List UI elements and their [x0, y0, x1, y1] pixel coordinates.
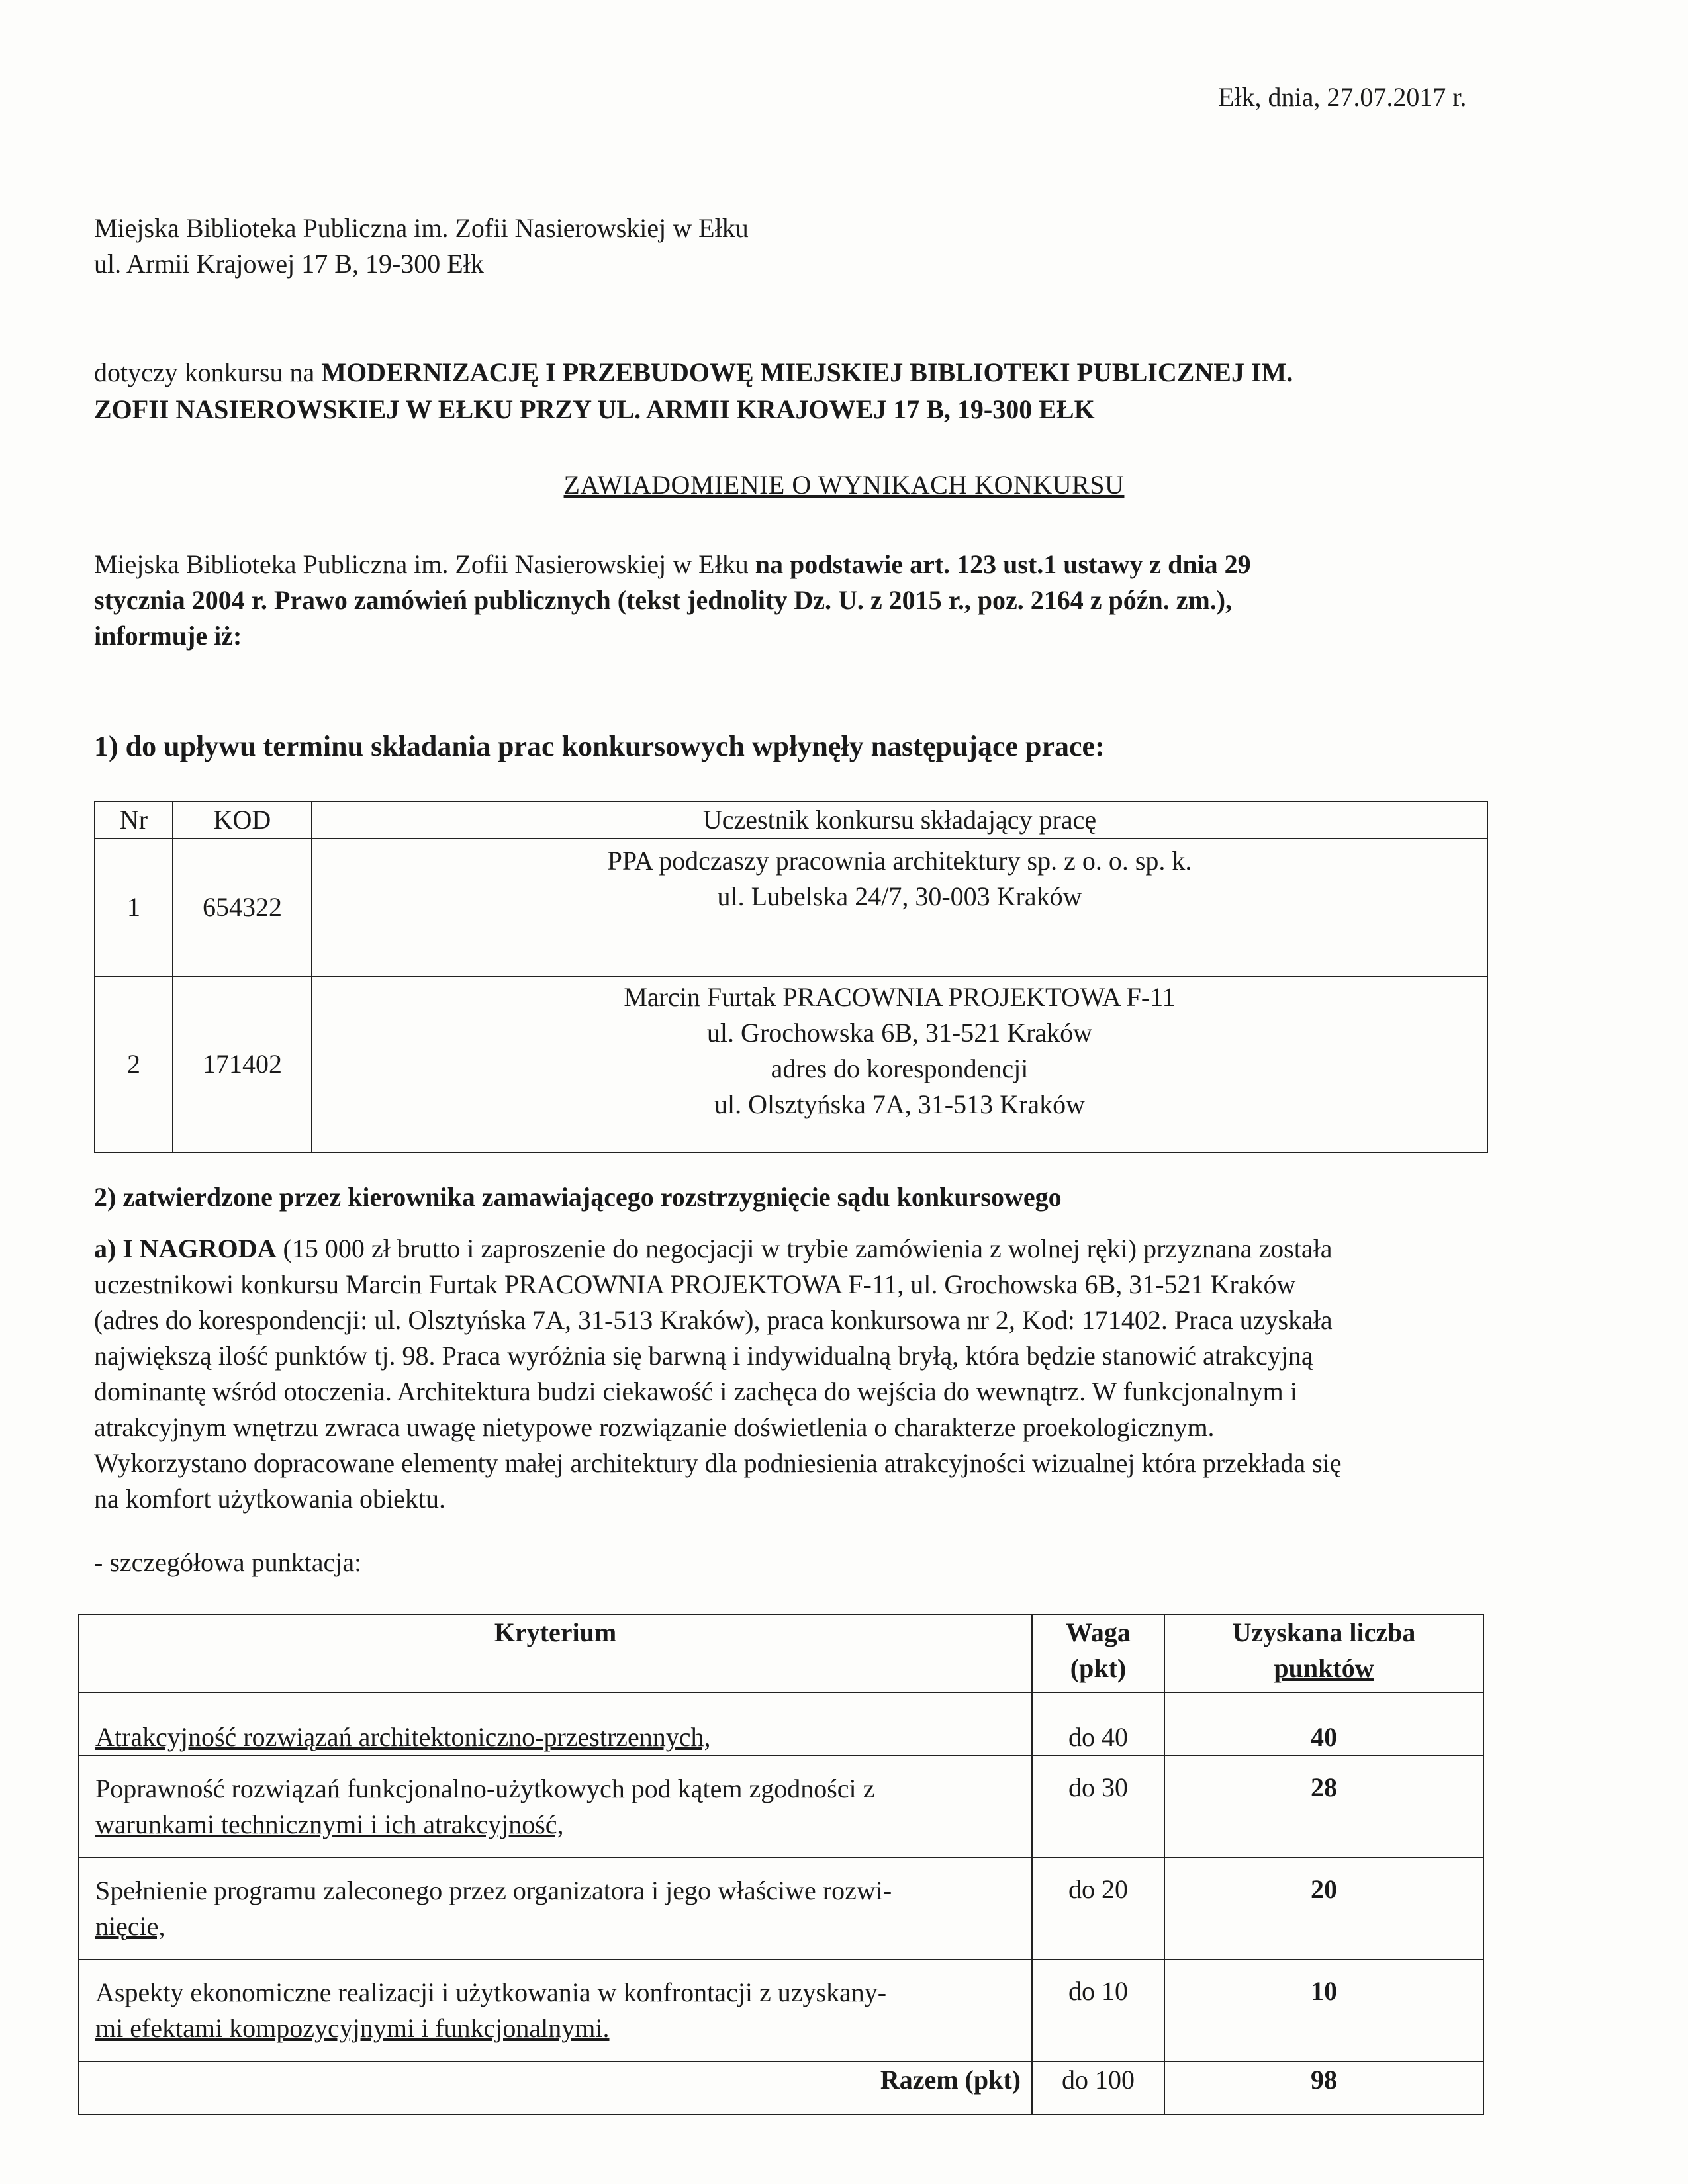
weight-header-line: Waga	[1066, 1617, 1131, 1647]
award-label: a) I NAGRODA	[94, 1234, 277, 1263]
participant-line: PPA podczaszy pracownia architektury sp. z o. o. sp. k.	[607, 846, 1192, 876]
weight-cell: do 20	[1032, 1858, 1164, 1960]
row-participant	[312, 976, 1487, 1152]
award-line: Wykorzystano dopracowane elementy małej architektury dla podniesienia atrakcyjności wizualnej która przekłada się	[94, 1448, 1342, 1478]
points-cell: 28	[1164, 1756, 1483, 1858]
participant-line: adres do korespondencji	[771, 1054, 1029, 1083]
weight-header-line: (pkt)	[1070, 1653, 1127, 1683]
address-line-1: Miejska Biblioteka Publiczna im. Zofii Nasierowskiej w Ełku	[94, 213, 749, 243]
award-line: atrakcyjnym wnętrzu zwraca uwagę nietypowe rozwiązanie doświetlenia o charakterze proekologicznym.	[94, 1412, 1215, 1442]
criterion-line: warunkami technicznymi i ich atrakcyjność,	[95, 1809, 564, 1839]
header-points	[1164, 1614, 1483, 1692]
participant-line: ul. Grochowska 6B, 31-521 Kraków	[706, 1018, 1093, 1048]
criterion-cell	[79, 1756, 1032, 1858]
criterion-line: mi efektami kompozycyjnymi i funkcjonalnymi.	[95, 2013, 610, 2043]
criterion-line: Aspekty ekonomiczne realizacji i użytkowania w konfrontacji z uzyskany-	[95, 1978, 887, 2007]
total-label: Razem (pkt)	[79, 2062, 1032, 2115]
notice-heading: ZAWIADOMIENIE O WYNIKACH KONKURSU	[563, 470, 1125, 500]
scoring-table	[78, 1614, 1484, 2115]
table-row	[79, 1756, 1483, 1858]
intro-line-3: informuje iż:	[94, 621, 242, 651]
criterion-line: Atrakcyjność rozwiązań architektoniczno-przestrzennych,	[95, 1722, 711, 1752]
weight-cell: do 10	[1032, 1960, 1164, 2062]
address-line-2: ul. Armii Krajowej 17 B, 19-300 Ełk	[94, 249, 484, 279]
points-cell: 40	[1164, 1692, 1483, 1756]
award-paragraph	[94, 1231, 1500, 1517]
entries-table	[94, 801, 1488, 1153]
table-row	[95, 839, 1487, 976]
header-nr: Nr	[95, 801, 173, 839]
criterion-cell	[79, 1858, 1032, 1960]
intro-line-1	[94, 547, 1251, 582]
criterion-cell	[79, 1692, 1032, 1756]
award-text: (15 000 zł brutto i zaproszenie do negocjacji w trybie zamówienia z wolnej ręki) przyznana została	[276, 1234, 1333, 1263]
points-cell: 20	[1164, 1858, 1483, 1960]
points-cell: 10	[1164, 1960, 1483, 2062]
points-header-line: Uzyskana liczba	[1232, 1617, 1416, 1647]
award-line: na komfort użytkowania obiektu.	[94, 1484, 445, 1514]
criterion-line: nięcie,	[95, 1911, 165, 1941]
award-line: największą ilość punktów tj. 98. Praca wyróżnia się barwną i indywidualną bryłą, która będzie stanowić atrakcyjną	[94, 1341, 1313, 1371]
subject-line-1	[94, 355, 1293, 390]
total-row	[79, 2062, 1483, 2115]
header-weight	[1032, 1614, 1164, 1692]
subject-line-2: ZOFII NASIEROWSKIEJ W EŁKU PRZY UL. ARMII KRAJOWEJ 17 B, 19-300 EŁK	[94, 394, 1095, 424]
table-row	[79, 1858, 1483, 1960]
points-header-line: punktów	[1274, 1653, 1374, 1683]
weight-cell: do 40	[1032, 1692, 1164, 1756]
table-row	[79, 1960, 1483, 2062]
intro-normal: Miejska Biblioteka Publiczna im. Zofii Nasierowskiej w Ełku	[94, 549, 755, 579]
participant-line: ul. Lubelska 24/7, 30-003 Kraków	[717, 882, 1082, 911]
criterion-line: Spełnienie programu zaleconego przez organizatora i jego właściwe rozwi-	[95, 1876, 892, 1905]
header-kod: KOD	[173, 801, 312, 839]
participant-line: ul. Olsztyńska 7A, 31-513 Kraków	[714, 1089, 1085, 1119]
date-line: Ełk, dnia, 27.07.2017 r.	[1218, 82, 1467, 112]
scoring-label: - szczegółowa punktacja:	[94, 1547, 362, 1577]
total-points: 98	[1164, 2062, 1483, 2115]
section2-title: 2) zatwierdzone przez kierownika zamawiającego rozstrzygnięcie sądu konkursowego	[94, 1182, 1062, 1212]
section1-title: 1) do upływu terminu składania prac konkursowych wpłynęły następujące prace:	[94, 730, 1105, 762]
header-criterion: Kryterium	[79, 1614, 1032, 1692]
table-row	[79, 1692, 1483, 1756]
weight-cell: do 30	[1032, 1756, 1164, 1858]
award-line: dominantę wśród otoczenia. Architektura budzi ciekawość i zachęca do wejścia do wewnątrz. W funkcjonalnym i	[94, 1377, 1297, 1406]
award-line	[94, 1231, 1500, 1267]
participant-line: Marcin Furtak PRACOWNIA PROJEKTOWA F-11	[624, 982, 1176, 1012]
row-kod: 654322	[173, 839, 312, 976]
row-kod: 171402	[173, 976, 312, 1152]
header-participant: Uczestnik konkursu składający pracę	[312, 801, 1487, 839]
criterion-line: Poprawność rozwiązań funkcjonalno-użytkowych pod kątem zgodności z	[95, 1774, 875, 1803]
row-nr: 2	[95, 976, 173, 1152]
total-weight: do 100	[1032, 2062, 1164, 2115]
award-line: uczestnikowi konkursu Marcin Furtak PRACOWNIA PROJEKTOWA F-11, ul. Grochowska 6B, 31-521 Kraków	[94, 1269, 1296, 1299]
subject-bold-1: MODERNIZACJĘ I PRZEBUDOWĘ MIEJSKIEJ BIBLIOTEKI PUBLICZNEJ IM.	[321, 357, 1293, 387]
criterion-cell	[79, 1960, 1032, 2062]
subject-prefix: dotyczy konkursu na	[94, 357, 322, 387]
table-row	[95, 976, 1487, 1152]
intro-line-2: stycznia 2004 r. Prawo zamówień publicznych (tekst jednolity Dz. U. z 2015 r., poz. 2164 z późn. zm.),	[94, 585, 1233, 615]
award-line: (adres do korespondencji: ul. Olsztyńska 7A, 31-513 Kraków), praca konkursowa nr 2, Kod: 171402. Praca uzyskała	[94, 1305, 1333, 1335]
row-nr: 1	[95, 839, 173, 976]
row-participant	[312, 839, 1487, 976]
intro-bold-1: na podstawie art. 123 ust.1 ustawy z dnia 29	[755, 549, 1251, 579]
